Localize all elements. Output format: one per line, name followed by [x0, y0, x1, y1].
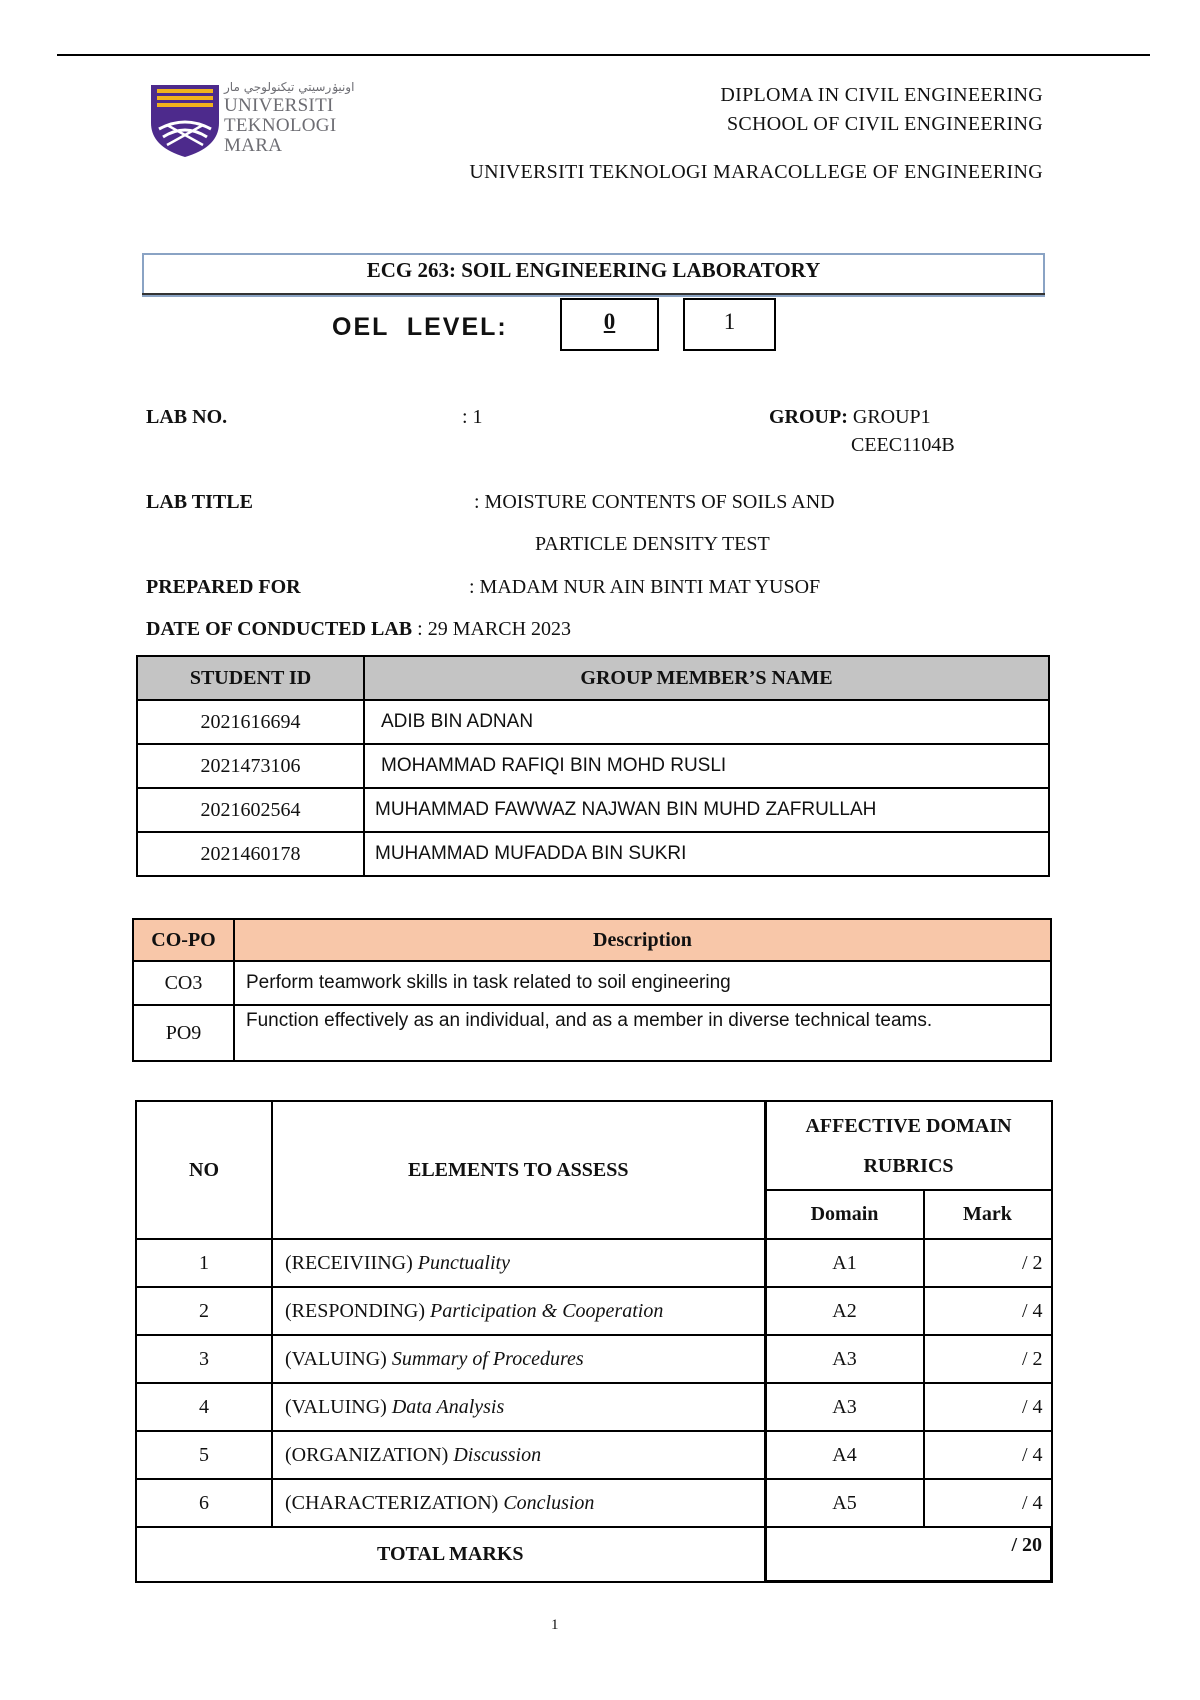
oel-level-label: OEL LEVEL: [332, 313, 508, 341]
rubric-domain-cell: A1 [765, 1239, 924, 1287]
oel-level-value-1: 1 [723, 309, 736, 334]
rubric-item: Discussion [453, 1443, 542, 1466]
rubric-elements-header: ELEMENTS TO ASSESS [272, 1101, 765, 1239]
rubric-category: (RESPONDING) [285, 1299, 430, 1322]
lab-title-line-2: PARTICLE DENSITY TEST [535, 533, 770, 555]
lab-title-line-1: : MOISTURE CONTENTS OF SOILS AND [474, 491, 835, 513]
rubric-element-cell [272, 1335, 765, 1383]
table-row [133, 961, 1051, 1005]
rubric-mark-header: Mark [924, 1190, 1052, 1239]
lab-title-label: LAB TITLE [146, 491, 253, 513]
oel-level-box-0 [560, 298, 659, 351]
rubric-header-row-1 [136, 1101, 1052, 1190]
rubric-element-cell [272, 1431, 765, 1479]
copo-code-cell: PO9 [133, 1005, 234, 1061]
table-row [137, 744, 1049, 788]
student-name-cell: MOHAMMAD RAFIQI BIN MOHD RUSLI [364, 744, 1049, 788]
rubric-item: Data Analysis [391, 1395, 505, 1418]
rubric-domain-cell: A3 [765, 1335, 924, 1383]
table-row [137, 832, 1049, 876]
table-row [136, 1479, 1052, 1527]
rubric-category: (ORGANIZATION) [285, 1443, 454, 1466]
rubric-mark-cell: / 4 [924, 1383, 1052, 1431]
rubric-affective-header: AFFECTIVE DOMAIN RUBRICS [765, 1101, 1052, 1190]
oel-level-value-0: 0 [603, 309, 616, 334]
rubric-no-cell: 1 [136, 1239, 272, 1287]
group-line [769, 406, 931, 429]
lab-no-label: LAB NO. [146, 406, 228, 428]
rubric-domain-cell: A5 [765, 1479, 924, 1527]
rubric-element-cell [272, 1239, 765, 1287]
table-row [136, 1431, 1052, 1479]
copo-table [132, 918, 1052, 1062]
student-table-header [137, 656, 1049, 700]
rubric-no-cell: 5 [136, 1431, 272, 1479]
table-row [137, 788, 1049, 832]
rubric-no-cell: 6 [136, 1479, 272, 1527]
rubric-item: Summary of Procedures [391, 1347, 584, 1370]
logo-arabic-text: اونيۏرسيتي تيكنولوجي مار [224, 80, 355, 94]
rubric-no-header: NO [136, 1101, 272, 1239]
course-title: ECG 263: SOIL ENGINEERING LABORATORY [142, 253, 1045, 297]
rubric-no-cell: 3 [136, 1335, 272, 1383]
uitm-crest-icon [145, 79, 225, 159]
copo-code-cell: CO3 [133, 961, 234, 1005]
logo-line-1: UNIVERSITI [224, 95, 334, 116]
copo-description-cell: Perform teamwork skills in task related to soil engineering [234, 961, 1051, 1005]
logo-line-2: TEKNOLOGI [224, 115, 337, 136]
member-name-header: GROUP MEMBER’S NAME [364, 656, 1049, 700]
student-id-cell: 2021473106 [137, 744, 364, 788]
rubric-total-row [136, 1527, 1052, 1582]
rubric-item: Conclusion [503, 1491, 595, 1514]
rubric-no-cell: 4 [136, 1383, 272, 1431]
student-id-header: STUDENT ID [137, 656, 364, 700]
rubric-mark-cell: / 2 [924, 1239, 1052, 1287]
rubric-mark-cell: / 4 [924, 1479, 1052, 1527]
prepared-for-value: : MADAM NUR AIN BINTI MAT YUSOF [469, 576, 821, 598]
date-value: : 29 MARCH 2023 [412, 618, 572, 640]
group-label: GROUP: [769, 406, 848, 428]
total-marks-value: / 20 [765, 1527, 1052, 1582]
header-university: UNIVERSITI TEKNOLOGI MARACOLLEGE OF ENGINEERING [469, 161, 1043, 183]
rubric-element-cell [272, 1287, 765, 1335]
rubric-no-cell: 2 [136, 1287, 272, 1335]
date-line [146, 618, 571, 641]
rubric-item: Participation & Cooperation [430, 1299, 664, 1322]
rubric-domain-cell: A2 [765, 1287, 924, 1335]
table-row [136, 1335, 1052, 1383]
table-row [136, 1287, 1052, 1335]
top-rule [57, 54, 1150, 56]
student-name-cell: MUHAMMAD FAWWAZ NAJWAN BIN MUHD ZAFRULLAH [364, 788, 1049, 832]
rubric-element-cell [272, 1479, 765, 1527]
rubric-mark-cell: / 2 [924, 1335, 1052, 1383]
rubric-category: (VALUING) [285, 1395, 392, 1418]
table-row [136, 1239, 1052, 1287]
logo-line-3: MARA [224, 135, 283, 156]
student-id-cell: 2021602564 [137, 788, 364, 832]
date-label: DATE OF CONDUCTED LAB [146, 618, 413, 640]
class-value: CEEC1104B [851, 434, 955, 456]
course-box-underline [142, 293, 1045, 295]
total-marks-label: TOTAL MARKS [136, 1527, 765, 1582]
oel-level-box-1 [683, 298, 776, 351]
rubric-mark-cell: / 4 [924, 1287, 1052, 1335]
rubric-category: (CHARACTERIZATION) [285, 1491, 504, 1514]
copo-description-cell: Function effectively as an individual, and as a member in diverse technical teams. [234, 1005, 1051, 1061]
rubric-domain-header: Domain [765, 1190, 924, 1239]
header-diploma: DIPLOMA IN CIVIL ENGINEERING [720, 84, 1043, 106]
group-value: GROUP1 [847, 406, 931, 428]
copo-table-header [133, 919, 1051, 961]
rubric-category: (RECEIVIING) [285, 1251, 418, 1274]
student-id-cell: 2021460178 [137, 832, 364, 876]
prepared-for-label: PREPARED FOR [146, 576, 301, 598]
rubric-element-cell [272, 1383, 765, 1431]
table-row [133, 1005, 1051, 1061]
student-name-cell: MUHAMMAD MUFADDA BIN SUKRI [364, 832, 1049, 876]
rubric-table [135, 1100, 1053, 1583]
header-school: SCHOOL OF CIVIL ENGINEERING [726, 113, 1043, 135]
table-row [136, 1383, 1052, 1431]
copo-code-header: CO-PO [133, 919, 234, 961]
page-number: 1 [551, 1617, 559, 1633]
student-id-cell: 2021616694 [137, 700, 364, 744]
rubric-domain-cell: A4 [765, 1431, 924, 1479]
rubric-item: Punctuality [417, 1251, 510, 1274]
student-table [136, 655, 1050, 877]
rubric-mark-cell: / 4 [924, 1431, 1052, 1479]
copo-description-header: Description [234, 919, 1051, 961]
lab-no-value: : 1 [462, 406, 483, 428]
logo-wordmark [224, 80, 354, 156]
table-row [137, 700, 1049, 744]
rubric-domain-cell: A3 [765, 1383, 924, 1431]
rubric-category: (VALUING) [285, 1347, 392, 1370]
student-name-cell: ADIB BIN ADNAN [364, 700, 1049, 744]
